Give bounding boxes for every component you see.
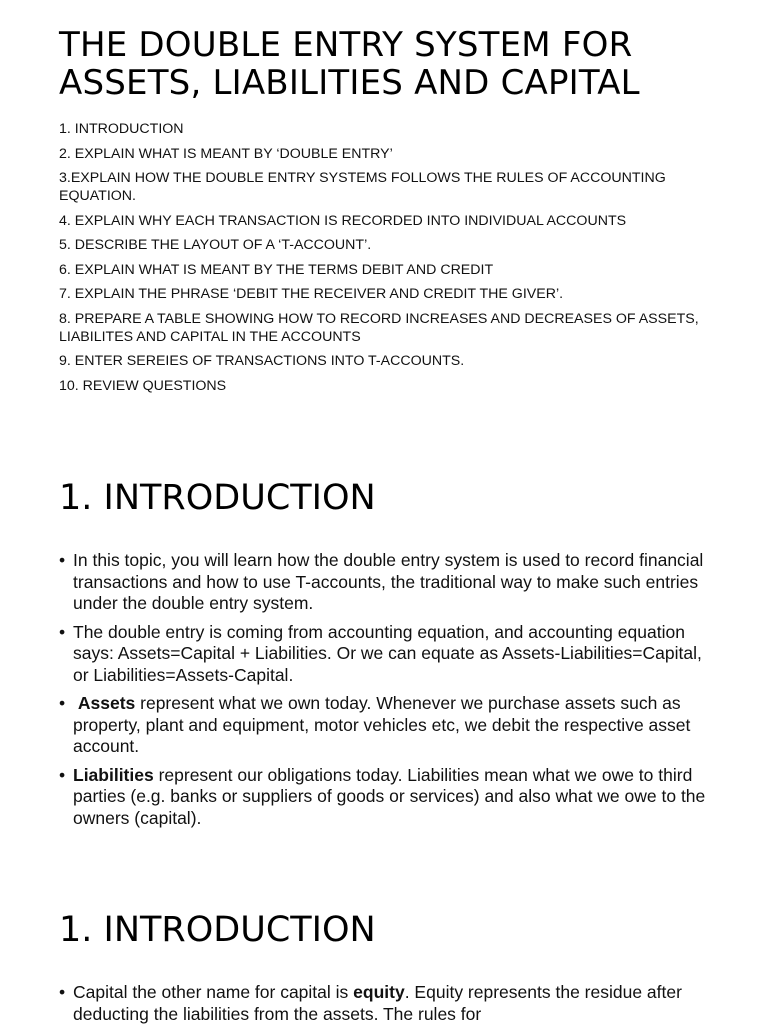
bullet-text: In this topic, you will learn how the double entry system is used to record financial transactions and how to use T-accounts, the traditional way to make such entries under the double entry system. <box>73 550 704 613</box>
toc-item: 2. EXPLAIN WHAT IS MEANT BY ‘DOUBLE ENTRY’ <box>59 145 393 162</box>
bullet-glyph: • <box>59 621 66 642</box>
bullet-item <box>59 622 708 687</box>
bullet-glyph: • <box>59 693 66 713</box>
bullet-text: . Equity represents the residue after deducting the liabilities from the assets. The rules for <box>73 982 682 1024</box>
toc-item: 5. DESCRIBE THE LAYOUT OF A ‘T-ACCOUNT’. <box>59 237 372 253</box>
bullet-glyph: • <box>59 982 66 1002</box>
toc-item: 1. INTRODUCTION <box>59 121 184 137</box>
slide-introduction <box>59 478 708 836</box>
table-of-contents <box>59 120 708 395</box>
bullet-item <box>59 693 708 758</box>
bullet-item <box>59 982 708 1025</box>
bullet-list <box>59 550 708 829</box>
section-title: 1. INTRODUCTION <box>59 910 376 950</box>
bullet-term: equity <box>353 982 405 1002</box>
bullet-item <box>59 550 708 615</box>
bullet-glyph: • <box>59 550 66 570</box>
bullet-text: represent what we own today. Whenever we purchase assets such as property, plant and equipment, motor vehicles etc, we debit the respective asset account. <box>73 693 691 756</box>
toc-item: 8. PREPARE A TABLE SHOWING HOW TO RECORD INCREASES AND DECREASES OF ASSETS, LIABILITES AND CAPITAL IN THE ACCOUNTS <box>59 310 699 345</box>
slide-contents <box>59 26 708 401</box>
section-title: 1. INTRODUCTION <box>59 478 376 518</box>
bullet-text: represent our obligations today. Liabilities mean what we owe to third parties (e.g. banks or suppliers of goods or services) and also what we owe to the owners (capital). <box>73 764 706 828</box>
toc-item: 9. ENTER SEREIES OF TRANSACTIONS INTO T-ACCOUNTS. <box>59 353 465 369</box>
document-title: THE DOUBLE ENTRY SYSTEM FOR ASSETS, LIABILITIES AND CAPITAL <box>59 25 640 103</box>
bullet-text: Capital the other name for capital is <box>73 982 354 1002</box>
bullet-item <box>59 765 708 830</box>
toc-item: 3.EXPLAIN HOW THE DOUBLE ENTRY SYSTEMS FOLLOWS THE RULES OF ACCOUNTING EQUATION. <box>59 170 666 204</box>
bullet-glyph: • <box>59 764 66 785</box>
toc-item: 6. EXPLAIN WHAT IS MEANT BY THE TERMS DEBIT AND CREDIT <box>59 261 494 278</box>
bullet-text: The double entry is coming from accounting equation, and accounting equation says: Assets=Capital + Liabilities. Or we can equate as Assets-Liabilities=Capital, or Liabilities=Assets-Capital. <box>73 621 702 685</box>
toc-item: 4. EXPLAIN WHY EACH TRANSACTION IS RECORDED INTO INDIVIDUAL ACCOUNTS <box>59 212 627 229</box>
toc-item: 7. EXPLAIN THE PHRASE ‘DEBIT THE RECEIVER AND CREDIT THE GIVER’. <box>59 286 564 302</box>
bullet-term: Assets <box>77 693 136 713</box>
slide-introduction-continued <box>59 910 708 1032</box>
toc-item: 10. REVIEW QUESTIONS <box>59 377 227 394</box>
bullet-list <box>59 982 708 1025</box>
bullet-term: Liabilities <box>73 764 154 785</box>
